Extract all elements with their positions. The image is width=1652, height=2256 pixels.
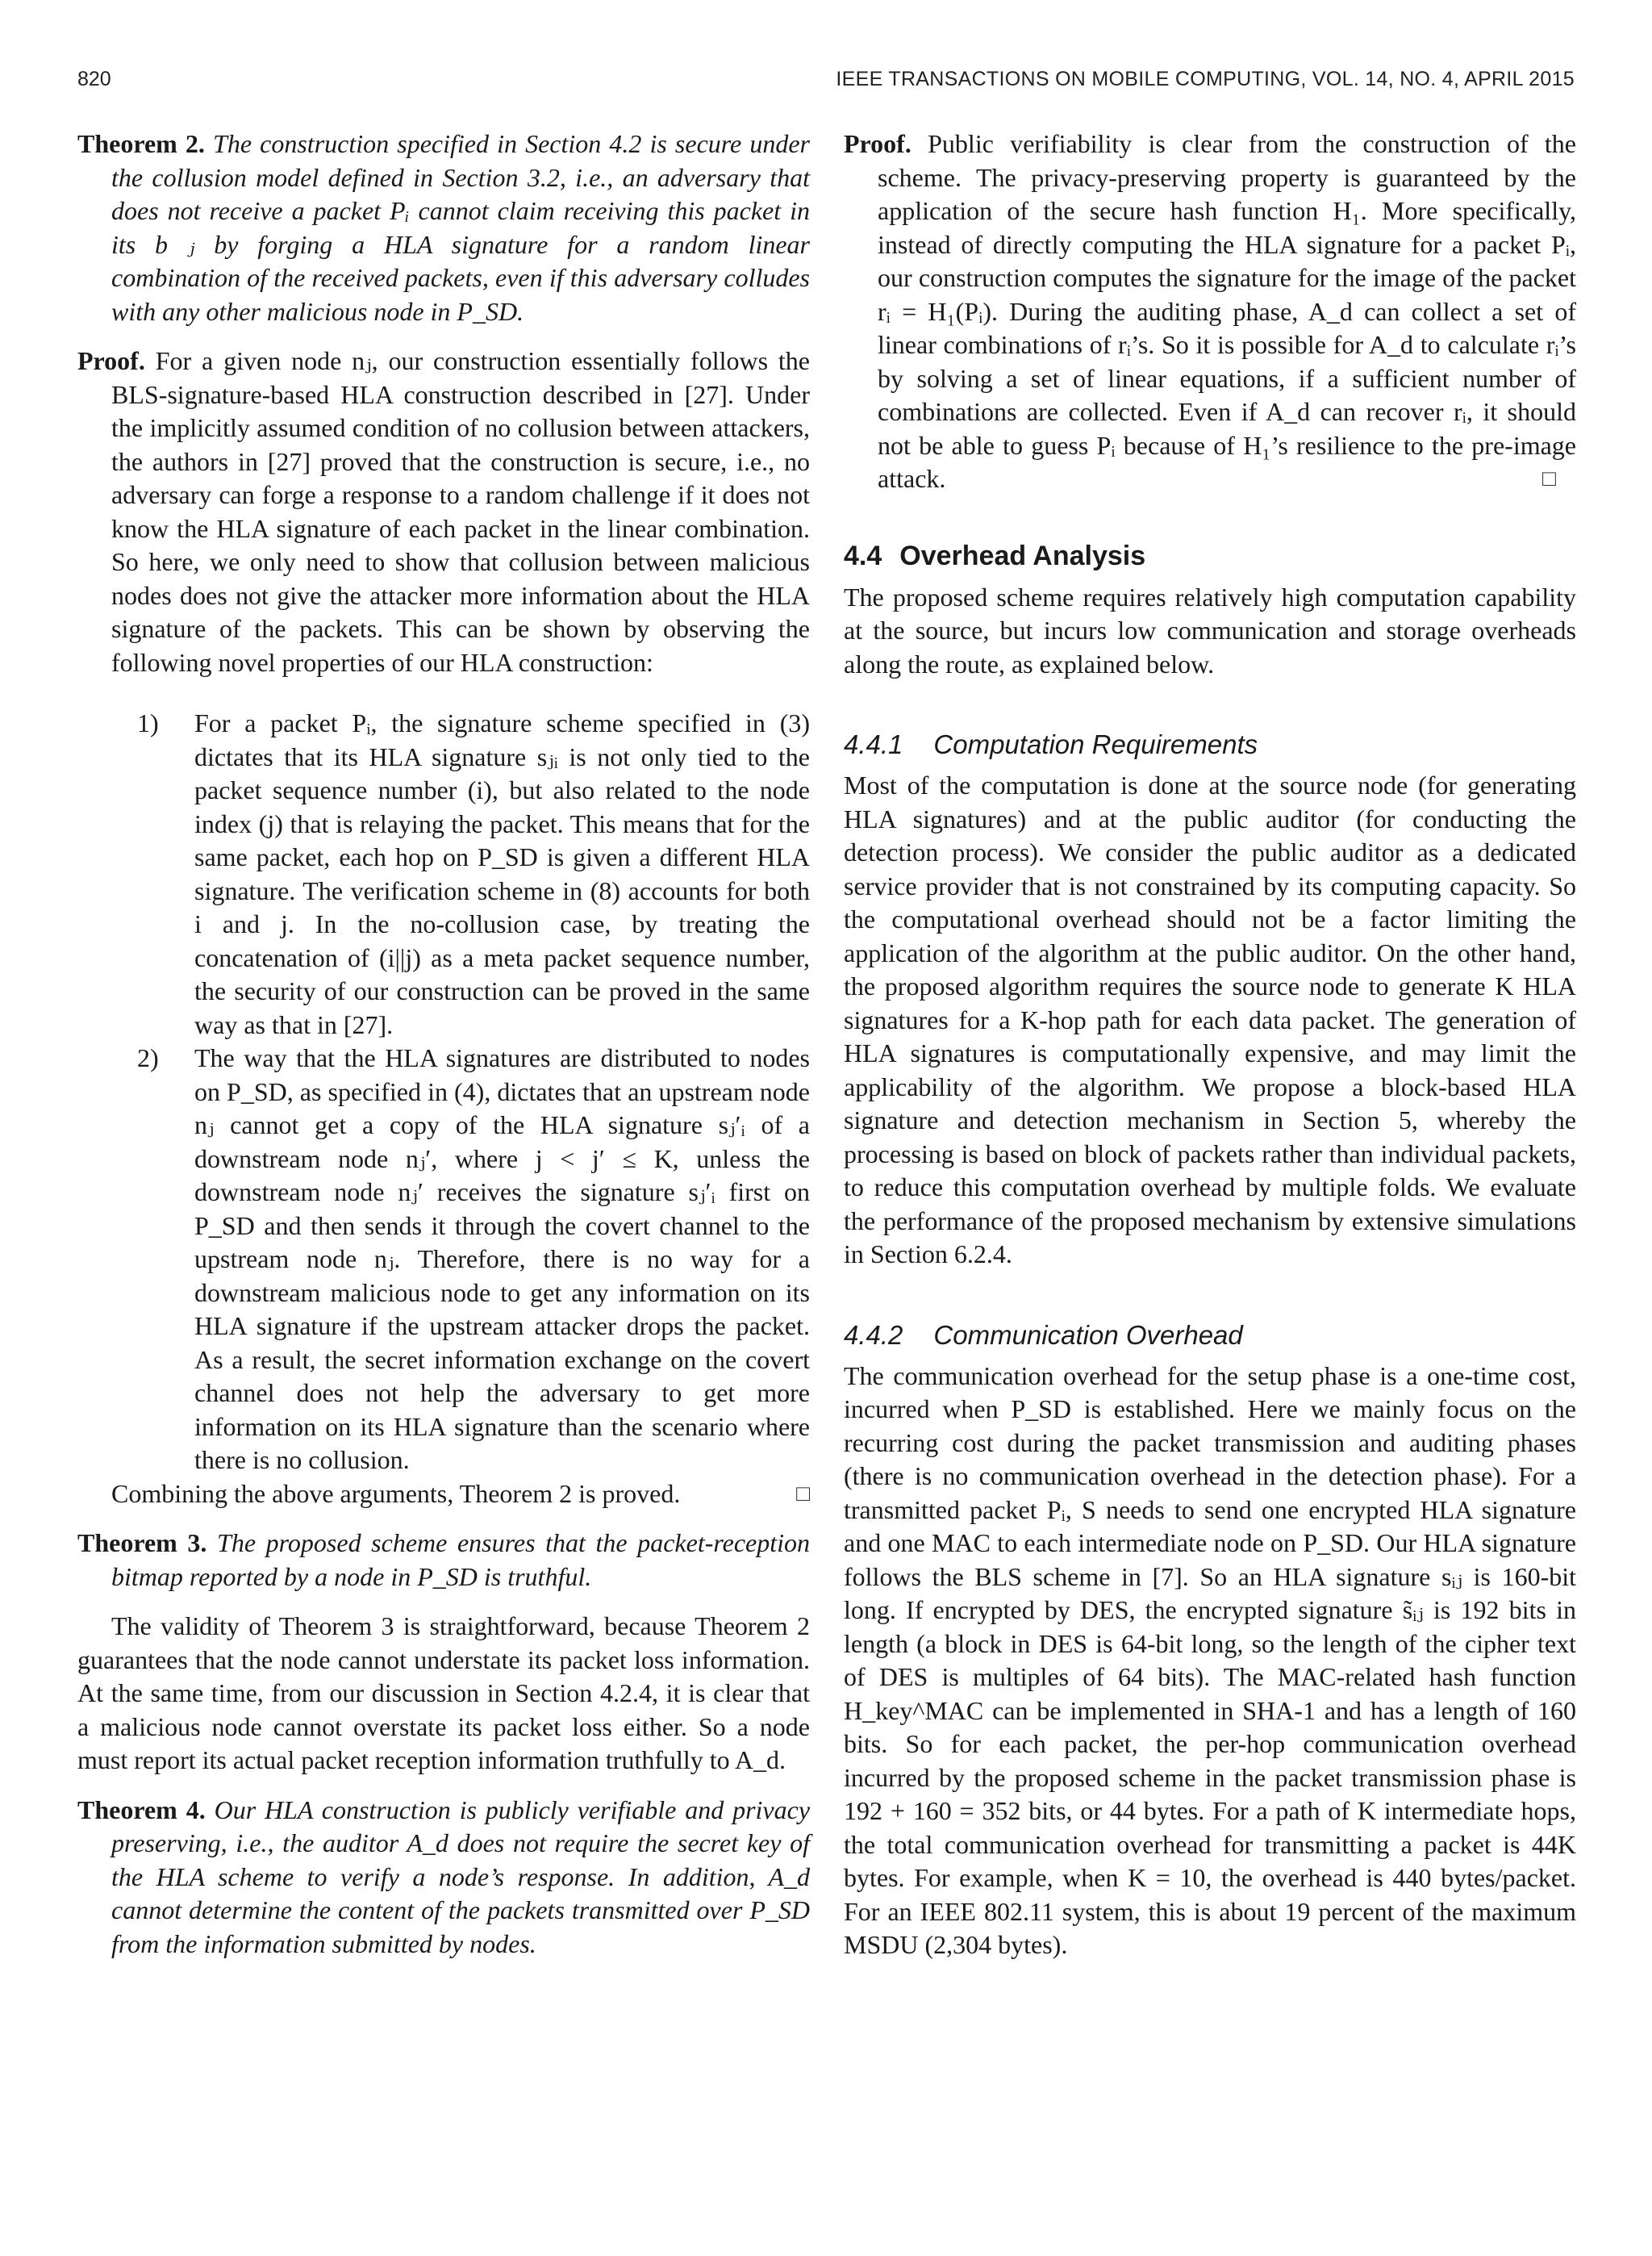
list-item-number: 1) <box>137 708 159 737</box>
theorem-3-discussion: The validity of Theorem 3 is straightforward, because Theorem 2 guarantees that the node cannot understate its packet loss information. At the same time, from our discussion in Section 4.2.4, it is clear that a malicious node cannot overstate its packet loss either. So a node must report its actual packet reception information truthfully to A_d. <box>77 1611 810 1774</box>
proof-theorem-4: Proof. Public verifiability is clear from the construction of the scheme. The privacy-preserving property is guaranteed by the application of the secure hash function H₁. More specifically, instead of directly computing the HLA signature for a packet Pᵢ, our construction computes the signature for the image of the packet rᵢ = H₁(Pᵢ). During the auditing phase, A_d can collect a set of linear combinations of rᵢ’s. So it is possible for A_d to calculate rᵢ’s by solving a set of linear equations, if a sufficient number of combinations are collected. Even if A_d can recover rᵢ, it should not be able to guess Pᵢ because of H₁’s resilience to the pre-image attack. □ <box>844 129 1577 493</box>
left-column <box>77 127 810 1961</box>
proof-4-text: Public verifiability is clear from the construction of the scheme. The privacy-preserving property is guaranteed by the application of the secure hash function H₁. More specifically, instead of directly computing the HLA signature for a packet Pᵢ, our construction computes the signature for the image of the packet rᵢ = H₁(Pᵢ). During the auditing phase, A_d can collect a set of linear combinations of rᵢ’s. So it is possible for A_d to calculate rᵢ’s by solving a set of linear equations, if a sufficient number of combinations are collected. Even if A_d can recover rᵢ, it should not be able to guess Pᵢ because of H₁’s resilience to the pre-image attack. <box>878 129 1577 493</box>
proof-2-closing <box>77 1477 810 1511</box>
section-4-4-heading <box>844 540 1576 573</box>
theorem-4 <box>77 1794 810 1961</box>
subsection-number: 4.4.1 <box>844 729 903 759</box>
journal-header: IEEE TRANSACTIONS ON MOBILE COMPUTING, VOL. 14, NO. 4, APRIL 2015 <box>836 68 1575 90</box>
list-item-number: 2) <box>137 1043 159 1072</box>
theorem-2-label: Theorem 2. <box>77 129 205 158</box>
subsection-number: 4.4.2 <box>844 1319 903 1350</box>
theorem-3-text: The proposed scheme ensures that the packet-reception bitmap reported by a node in P_SD is truthful. <box>111 1528 811 1591</box>
theorem-4-label: Theorem 4. <box>77 1794 206 1824</box>
subsection-title: Communication Overhead <box>933 1319 1243 1350</box>
theorem-4-text: Our HLA construction is publicly verifiable and privacy preserving, i.e., the auditor A_d does not require the secret key of the HLA scheme to verify a node’s response. In addition, A_d cannot determine the content of the packets transmitted over P_SD from the information submitted by nodes. <box>111 1794 811 1958</box>
section-number: 4.4 <box>844 540 882 571</box>
property-list <box>77 707 810 1477</box>
theorem-2 <box>77 127 810 328</box>
subsection-title: Computation Requirements <box>933 729 1258 759</box>
proof-theorem-2 <box>77 345 810 679</box>
right-column <box>844 127 1576 1962</box>
proof-2-text: For a given node nⱼ, our construction essentially follows the BLS-signature-based HLA construction described in [27]. Under the implicitly assumed condition of no collusion between attackers, the authors in [27] proved that the construction is secure, i.e., no adversary can forge a response to a random challenge if it does not know the HLA signature of each packet in the linear combination. So here, we only need to show that collusion between malicious nodes does not give the attacker more information about the HLA signature of the packets. This can be shown by observing the following novel properties of our HLA construction: <box>111 346 810 677</box>
qed-symbol: □ <box>796 1481 810 1506</box>
running-header <box>77 68 1575 100</box>
theorem-3-label: Theorem 3. <box>77 1528 207 1557</box>
section-4-4-2-heading <box>844 1318 1576 1352</box>
theorem-3 <box>77 1527 810 1594</box>
section-4-4-2-text: The communication overhead for the setup phase is a one-time cost, incurred when P_SD is established. Here we mainly focus on the recurring cost during the packet transmission and auditing phases (there is no communication overhead in the detection phase). For a transmitted packet Pᵢ, S needs to send one encrypted HLA signature and one MAC to each intermediate node on P_SD. Our HLA signature follows the BLS scheme in [7]. So an HLA signature sᵢⱼ is 160-bit long. If encrypted by DES, the encrypted signature s̃ᵢⱼ is 192 bits in length (a block in DES is 64-bit long, so the length of the cipher text of DES is multiples of 64 bits). The MAC-related hash function H_key^MAC can be implemented in SHA-1 and has a length of 160 bits. So for each packet, the per-hop communication overhead incurred by the proposed scheme in the packet transmission phase is 192 + 160 = 352 bits, or 44 bytes. For a path of K intermediate hops, the total communication overhead for transmitting a packet is 44K bytes. For example, when K = 10, the overhead is 440 bytes/packet. For an IEEE 802.11 system, this is about 19 percent of the maximum MSDU (2,304 bytes). <box>844 1360 1576 1959</box>
proof-2-label: Proof. <box>77 346 145 375</box>
section-title: Overhead Analysis <box>899 540 1146 571</box>
theorem-2-text: The construction specified in Section 4.2 is secure under the collusion model defined in Section 3.2, i.e., an adversary that does not receive a packet Pᵢ cannot claim receiving this packet in its b⃗ⱼ by forging a HLA signature for a random linear combination of the received packets, even if this adversary colludes with any other malicious node in P_SD. <box>111 129 811 326</box>
list-item <box>77 1042 810 1477</box>
proof-4-label: Proof. <box>844 129 912 158</box>
section-4-4-1-text: Most of the computation is done at the source node (for generating HLA signatures) and at the public auditor (for conducting the detection process). We consider the public auditor as a dedicated service provider that is not constrained by its computing capacity. So the computational overhead should not be a factor limiting the application of the algorithm at the public auditor. On the other hand, the proposed algorithm requires the source node to generate K HLA signatures for a K-hop path for each data packet. The generation of HLA signatures is computationally expensive, and may limit the applicability of the algorithm. We propose a block-based HLA signature and detection mechanism in Section 5, whereby the processing is based on block of packets rather than individual packets, to reduce this computation overhead by multiple folds. We evaluate the performance of the proposed mechanism by extensive simulations in Section 6.2.4. <box>844 771 1576 1268</box>
proof-2-closing-text: Combining the above arguments, Theorem 2 is proved. <box>111 1478 681 1508</box>
list-item <box>77 707 810 1042</box>
list-item-text: For a packet Pᵢ, the signature scheme specified in (3) dictates that its HLA signature sⱼᵢ is not only tied to the packet sequence number (i), but also related to the node index (j) that is relaying the packet. This means that for the same packet, each hop on P_SD is given a different HLA signature. The verification scheme in (8) accounts for both i and j. In the no-collusion case, by treating the concatenation of (i||j) as a meta packet sequence number, the security of our construction can be proved in the same way as that in [27]. <box>194 708 810 1039</box>
page-number: 820 <box>77 68 111 90</box>
section-4-4-text: The proposed scheme requires relatively high computation capability at the source, but incurs low communication and storage overheads along the route, as explained below. <box>844 582 1576 679</box>
list-item-text: The way that the HLA signatures are distributed to nodes on P_SD, as specified in (4), dictates that an upstream node nⱼ cannot get a copy of the HLA signature sⱼ′ᵢ of a downstream node nⱼ′, where j < j′ ≤ K, unless the downstream node nⱼ′ receives the signature sⱼ′ᵢ first on P_SD and then sends it through the covert channel to the upstream node nⱼ. Therefore, there is no way for a downstream malicious node to get any information on its HLA signature if the upstream attacker drops the packet. As a result, the secret information exchange on the covert channel does not help the adversary to get more information on its HLA signature than the scenario where there is no collusion. <box>194 1043 810 1474</box>
section-4-4-1-heading <box>844 728 1576 761</box>
